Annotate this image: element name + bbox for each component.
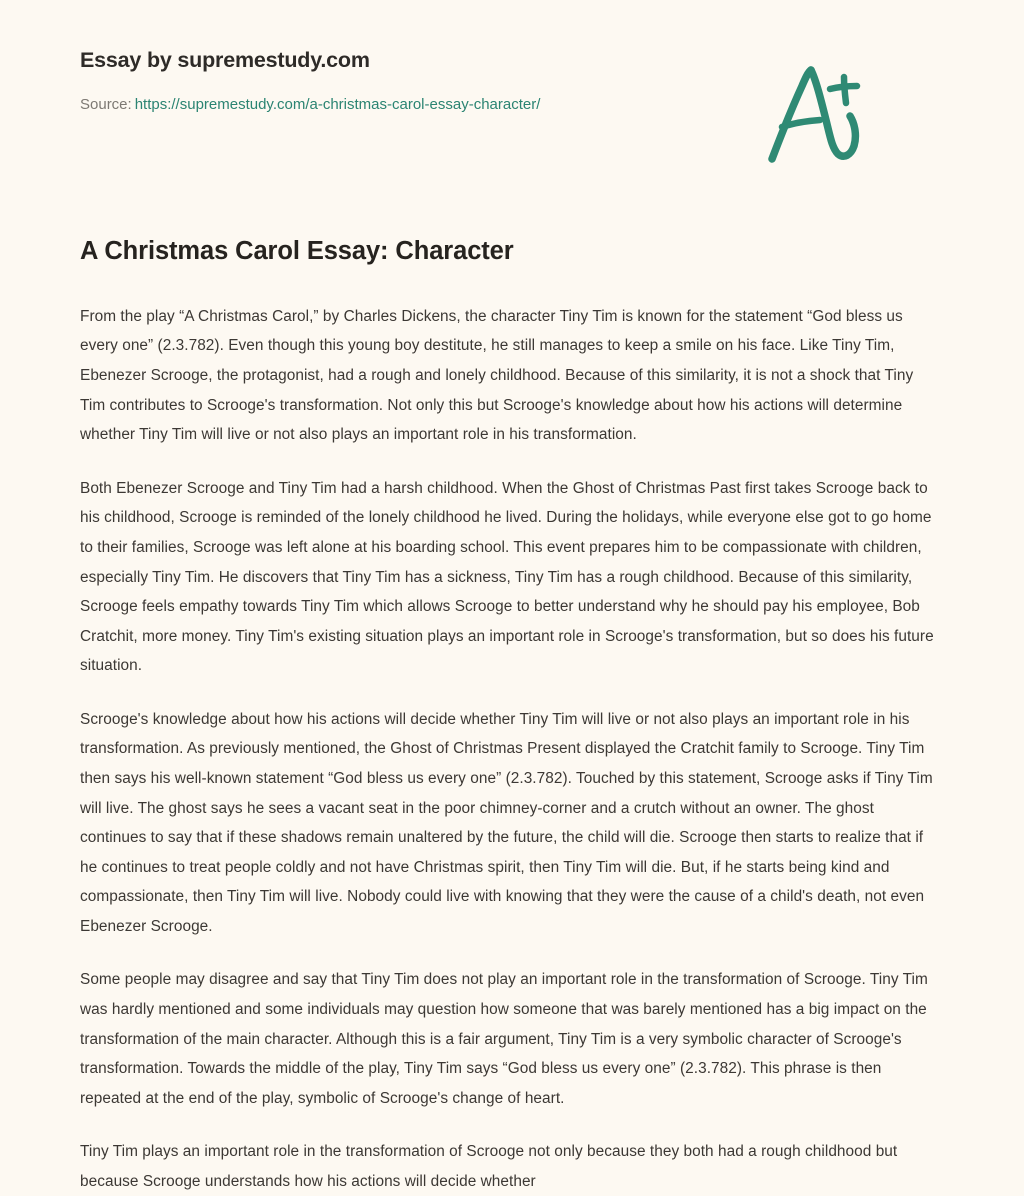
paragraph: Some people may disagree and say that Tiny Tim does not play an important role in the transformation of Scrooge. Tiny Tim was hardly mentioned and some individuals may question how someone that was barely mentioned has a big impact on the transformation of the main character. Although this is a fair argument, Tiny Tim is a very symbolic character of Scrooge's transformation. Towards the middle of the play, Tiny Tim says “God bless us every one” (2.3.782). This phrase is then repeated at the end of the play, symbolic of Scrooge's change of heart.	[80, 971, 928, 1107]
paragraph: Both Ebenezer Scrooge and Tiny Tim had a harsh childhood. When the Ghost of Christmas Past first takes Scrooge back to his childhood, Scrooge is reminded of the lonely childhood he lived. During the holidays, while everyone else got to go home to their families, Scrooge was left alone at his boarding school. This event prepares him to be compassionate with children, especially Tiny Tim. He discovers that Tiny Tim has a sickness, Tiny Tim has a rough childhood. Because of this similarity, Scrooge feels empathy towards Tiny Tim which allows Scrooge to better understand why he should pay his employee, Bob Cratchit, more money. Tiny Tim's existing situation plays an important role in Scrooge's transformation, but so does his future situation.	[80, 479, 934, 675]
essay-body	[80, 302, 944, 1196]
byline: Essay by supremestudy.com	[80, 48, 370, 72]
page-title: A Christmas Carol Essay: Character	[80, 237, 514, 265]
article	[80, 150, 944, 1196]
page-header	[80, 0, 944, 150]
paragraph: Scrooge's knowledge about how his actions will decide whether Tiny Tim will live or not also plays an important role in his transformation. As previously mentioned, the Ghost of Christmas Present displayed the Cratchit family to Scrooge. Tiny Tim then says his well-known statement “God bless us every one” (2.3.782). Touched by this statement, Scrooge asks if Tiny Tim will live. The ghost says he sees a vacant seat in the poor chimney-corner and a crutch without an owner. The ghost continues to say that if these shadows remain unaltered by the future, the child will die. Scrooge then starts to realize that if he continues to treat people coldly and not have Christmas spirit, then Tiny Tim will die. But, if he starts being kind and compassionate, then Tiny Tim will live. Nobody could live with knowing that they were the cause of a child's death, not even Ebenezer Scrooge.	[80, 710, 933, 935]
source-label: Source:	[80, 95, 132, 113]
source-url-link[interactable]: https://supremestudy.com/a-christmas-carol-essay-character/	[134, 95, 541, 113]
source-line	[80, 96, 944, 114]
paragraph: From the play “A Christmas Carol,” by Charles Dickens, the character Tiny Tim is known for the statement “God bless us every one” (2.3.782). Even though this young boy destitute, he still manages to keep a smile on his face. Like Tiny Tim, Ebenezer Scrooge, the protagonist, had a rough and lonely childhood. Because of this similarity, it is not a shock that Tiny Tim contributes to Scrooge's transformation. Not only this but Scrooge's knowledge about how his actions will determine whether Tiny Tim will live or not also plays an important role in his transformation.	[80, 307, 914, 444]
paragraph: Tiny Tim plays an important role in the transformation of Scrooge not only because they both had a rough childhood but because Scrooge understands how his actions will decide whether	[80, 1143, 898, 1190]
